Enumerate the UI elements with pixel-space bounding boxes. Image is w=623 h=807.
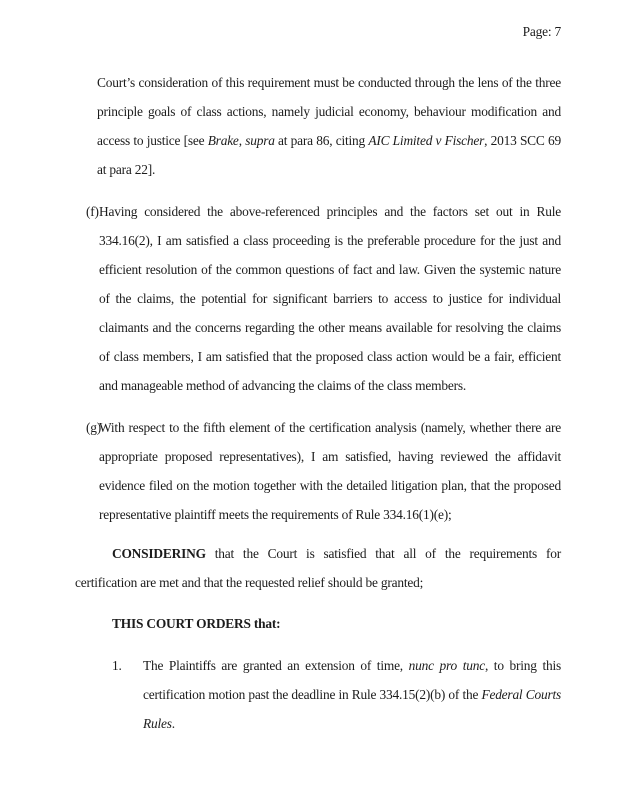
case-citation-aic-v-fischer: AIC Limited v Fischer — [368, 133, 485, 148]
considering-keyword: CONSIDERING — [112, 546, 206, 561]
order-item-1 — [75, 651, 561, 738]
page-number: Page: 7 — [522, 24, 561, 39]
item-text-g: With respect to the fifth element of the certification analysis (namely, whether there are appropriate proposed representatives), I am satisfied, having reviewed the affidavit evidence filed on the motion together with the detailed litigation plan, that the proposed representative plaintiff meets the requirements of Rule 334.16(1)(e); — [99, 420, 561, 522]
intro-text: Court’s consideration of this requirement must be conducted through the lens of the three principle goals of class actions, namely judicial economy, behaviour modification and access to justice [see — [97, 75, 561, 148]
item-text-f: Having considered the above-referenced principles and the factors set out in Rule 334.16(2), I am satisfied a class proceeding is the preferable procedure for the just and efficient resolution of the common questions of fact and law. Given the systemic nature of the claims, the potential for significant barriers to access to justice for individual claimants and the concerns regarding the other means available for resolving the claims of class members, I am satisfied that the proposed class action would be a fair, efficient and manageable method of advancing the claims of the class members. — [99, 204, 561, 393]
order-text: . — [171, 716, 175, 731]
order-text: , to bring this certification motion past the deadline in Rule 334.15(2)(b) of the — [143, 658, 561, 702]
finding-item-f — [75, 197, 561, 400]
latin-term-nunc-pro-tunc: nunc pro tunc — [408, 658, 485, 673]
intro-text: at para 86, citing — [274, 133, 369, 148]
finding-item-g — [75, 413, 561, 529]
orders-heading — [112, 609, 561, 638]
item-label-f: (f) — [86, 204, 99, 219]
statute-name-federal-courts-rules: Federal Courts Rules — [143, 687, 561, 731]
case-citation-brake: Brake — [207, 133, 239, 148]
considering-paragraph — [75, 539, 561, 597]
page-header — [75, 22, 561, 42]
orders-heading-text: THIS COURT ORDERS that: — [112, 616, 281, 631]
order-number-1: 1. — [112, 658, 122, 673]
latin-term-supra: supra — [245, 133, 275, 148]
intro-text: , — [238, 133, 246, 148]
intro-paragraph — [97, 68, 561, 184]
considering-text: that the Court is satisfied that all of the requirements for certification are met and that the requested relief should be granted; — [75, 546, 561, 590]
intro-text: , 2013 SCC 69 at para 22]. — [97, 133, 561, 177]
order-text: The Plaintiffs are granted an extension of time, — [143, 658, 409, 673]
item-label-g: (g) — [86, 420, 102, 435]
